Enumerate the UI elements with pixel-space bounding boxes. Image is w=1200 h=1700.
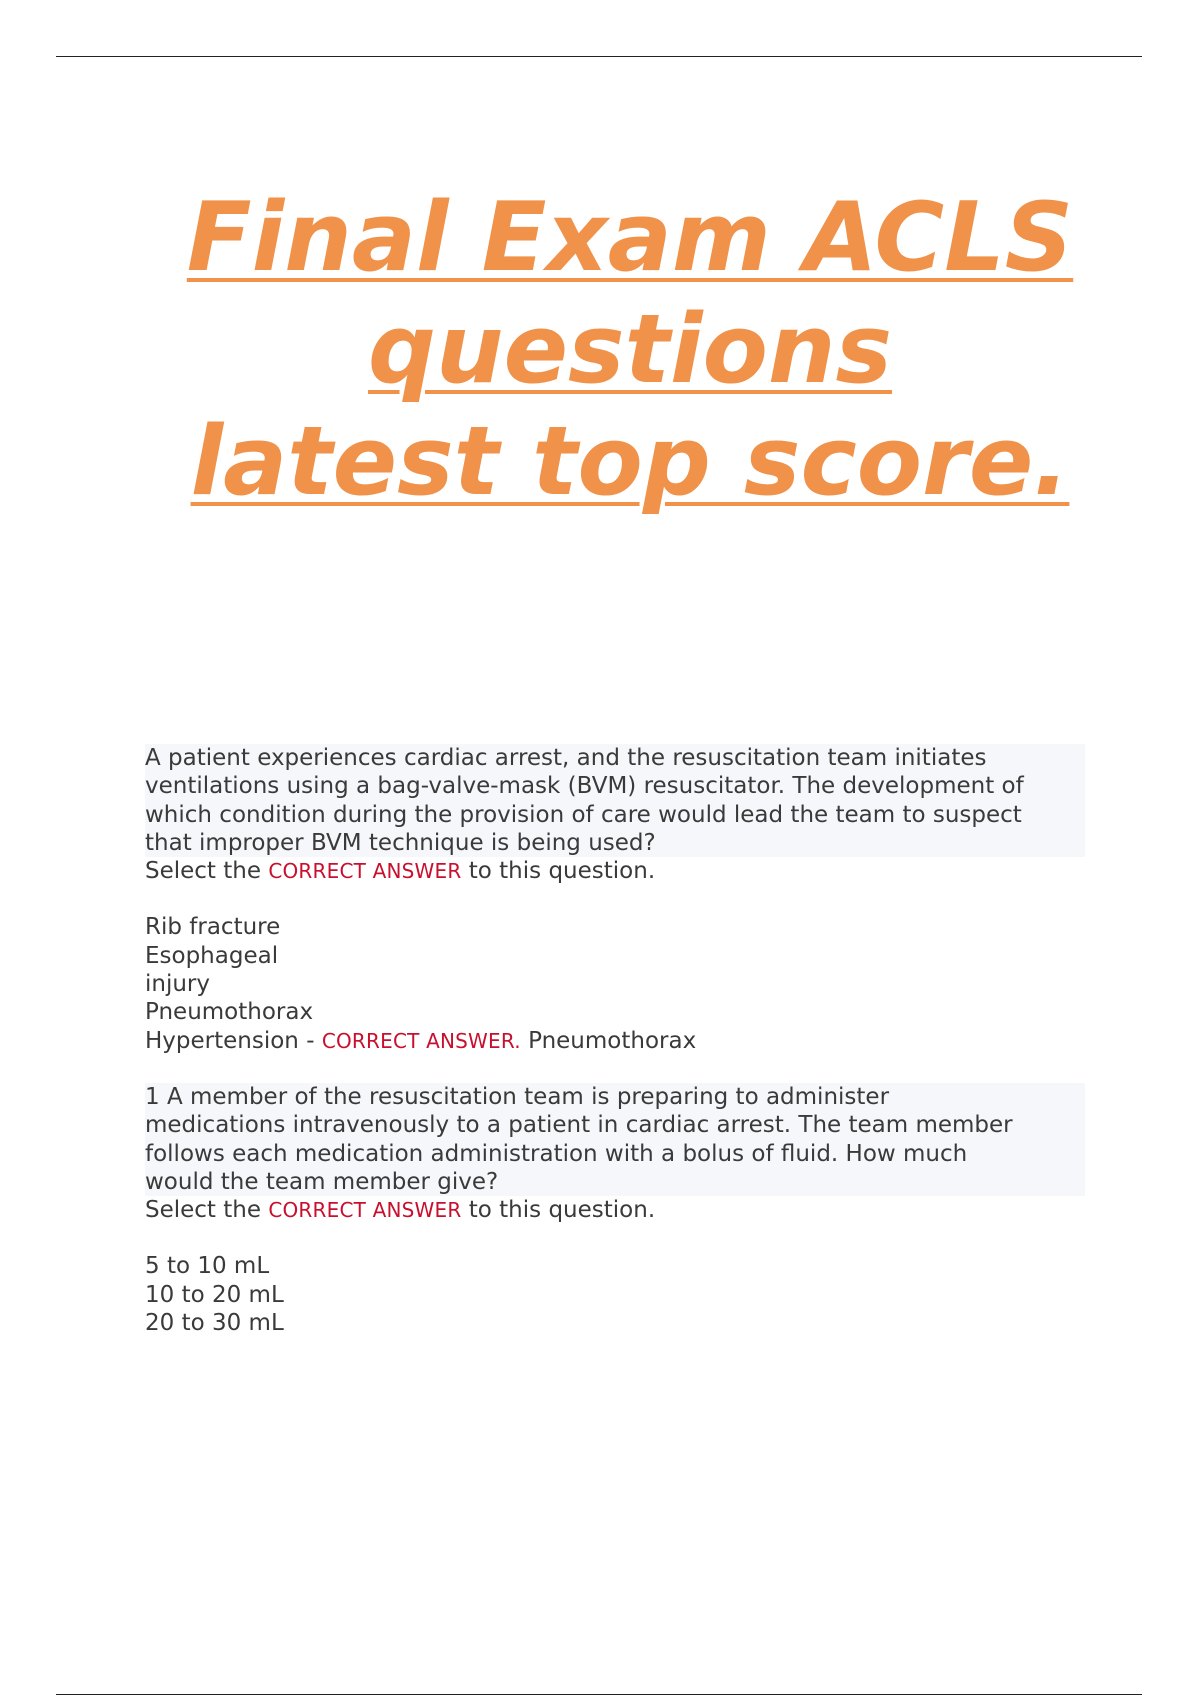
question-2-line-3: follows each medication administration with a bolus of fluid. How much [145,1140,1085,1168]
correct-answer-label: CORRECT ANSWER [268,1198,462,1223]
top-rule [56,56,1142,57]
option-item: 10 to 20 mL [145,1281,284,1308]
question-1-options [145,913,1085,1054]
option-item: 5 to 10 mL [145,1253,270,1280]
answer-label: CORRECT ANSWER [321,1028,515,1053]
option-item: Pneumothorax [145,999,314,1026]
question-2-line-4: would the team member give? [145,1168,1085,1196]
instruction-suffix: to this question. [468,858,656,885]
answer-text: Pneumothorax [528,1027,697,1054]
question-1-line-4: that improper BVM technique is being used? [145,829,1085,857]
last-option: Hypertension - [145,1027,315,1054]
question-1-line-1: A patient experiences cardiac arrest, and the resuscitation team initiates [145,744,1085,772]
title-line-3: latest top score. [190,407,1070,517]
option-item: 20 to 30 mL [145,1310,284,1337]
question-2-line-1: 1 A member of the resuscitation team is preparing to administer [145,1083,1085,1111]
question-2 [145,1083,1085,1224]
option-item: Esophageal [145,942,279,969]
questions-content [145,744,1085,1365]
option-item: injury [145,971,211,998]
option-item: Rib fracture [145,914,281,941]
question-1-instruction [145,857,1085,885]
question-1 [145,744,1085,885]
bottom-rule [56,1694,1142,1695]
question-2-options [145,1252,1085,1337]
correct-answer-label: CORRECT ANSWER [268,859,462,884]
option-item-with-answer: Hypertension - CORRECT ANSWER. Pneumothorax [145,1027,697,1054]
title-line-1: Final Exam ACLS [186,183,1074,293]
question-1-line-2: ventilations using a bag-valve-mask (BVM) resuscitator. The development of [145,772,1085,800]
question-1-line-3: which condition during the provision of care would lead the team to suspect [145,801,1085,829]
instruction-prefix: Select the [145,858,262,885]
question-2-line-2: medications intravenously to a patient in cardiac arrest. The team member [145,1111,1085,1139]
instruction-suffix: to this question. [468,1197,656,1224]
instruction-prefix: Select the [145,1197,262,1224]
document-title [90,182,1170,518]
title-line-2: questions [367,295,893,405]
question-2-instruction [145,1196,1085,1224]
